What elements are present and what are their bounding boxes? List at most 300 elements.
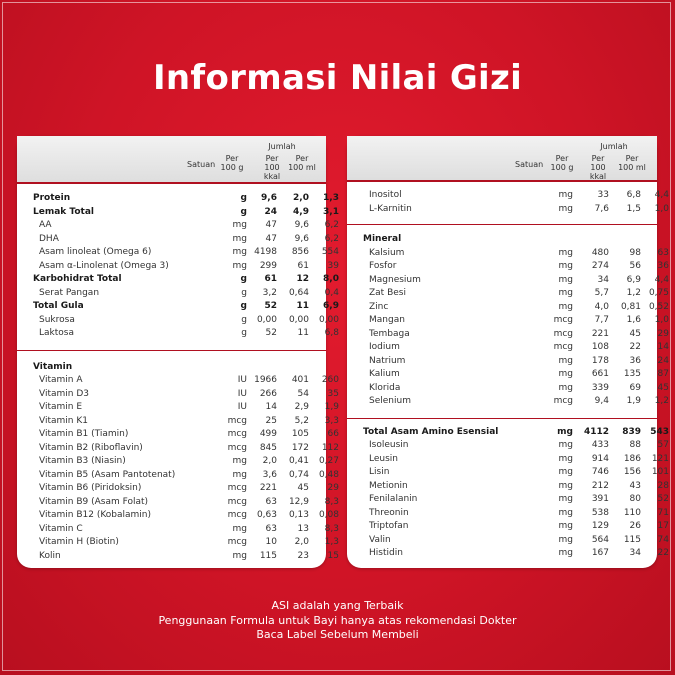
per-100kkal-cell: 6,8 (626, 190, 641, 200)
unit-cell: mg (558, 440, 573, 450)
per-100kkal-cell: 54 (297, 388, 309, 399)
per-100ml-cell: 15 (327, 550, 339, 561)
nutrient-name: Mineral (363, 234, 402, 244)
per-100ml-cell: 112 (321, 442, 339, 453)
unit-cell: mcg (227, 496, 247, 507)
per-100ml-cell: 24 (657, 355, 669, 366)
per-100kkal-cell: 0,00 (288, 314, 309, 325)
table-row (363, 260, 669, 274)
per-100ml-cell: 8,3 (324, 496, 339, 507)
unit-cell: mcg (227, 483, 247, 493)
nutrient-name: DHA (39, 233, 59, 244)
section-heading (33, 361, 326, 375)
per-100kkal-cell: 26 (629, 521, 641, 531)
table-row (363, 395, 669, 409)
table-row (363, 480, 669, 494)
nutrient-name: Asam α-Linolenat (Omega 3) (39, 260, 169, 271)
per-100ml-cell: 1,2 (654, 396, 669, 406)
table-row (33, 233, 339, 247)
unit-cell: mcg (553, 328, 573, 339)
table-row (33, 327, 339, 341)
table-body (347, 182, 669, 567)
per-100kkal-cell: 11 (297, 328, 309, 338)
section-heading (363, 233, 657, 247)
per-100g-cell: 61 (264, 274, 277, 284)
unit-cell: g (240, 193, 247, 203)
table-row (33, 401, 339, 415)
header-satuan: Satuan (187, 160, 216, 169)
per-100g-cell: 25 (265, 415, 277, 426)
unit-cell: mg (558, 507, 573, 518)
per-100kkal-cell: 12,9 (288, 496, 309, 507)
per-100ml-cell: 71 (657, 507, 669, 518)
per-100ml-cell: 4,4 (654, 190, 669, 200)
table-row (33, 509, 339, 523)
per-100g-cell: 4,0 (594, 301, 609, 312)
nutrient-name: Threonin (369, 507, 409, 518)
per-100kkal-cell: 0,64 (288, 287, 309, 298)
nutrient-name: Iodium (369, 342, 400, 352)
per-100ml-cell: 121 (651, 453, 669, 464)
unit-cell: mg (558, 369, 573, 379)
unit-cell: mg (558, 274, 573, 285)
per-100ml-cell: 1,0 (654, 203, 669, 214)
per-100ml-cell: 45 (657, 382, 669, 393)
disclaimer (0, 599, 675, 643)
per-100g-cell: 1966 (254, 375, 277, 385)
nutrient-name: Vitamin D3 (39, 388, 89, 399)
per-100g-cell: 14 (265, 402, 277, 412)
unit-cell: mg (558, 453, 573, 464)
unit-cell: mcg (553, 315, 573, 325)
unit-cell: mg (558, 355, 573, 366)
nutrient-name: Mangan (369, 315, 405, 325)
per-100kkal-cell: 110 (623, 507, 641, 518)
table-section (17, 184, 339, 351)
table-row (363, 189, 669, 203)
per-100g-cell: 299 (259, 260, 277, 271)
per-100ml-cell: 1,9 (324, 402, 339, 412)
nutrient-name: Tembaga (369, 328, 410, 339)
unit-cell: mcg (227, 442, 247, 453)
per-100kkal-cell: 45 (629, 328, 641, 339)
table-row (33, 260, 339, 274)
unit-cell: mcg (553, 396, 573, 406)
per-100kkal-cell: 11 (296, 301, 309, 311)
per-100g-cell: 52 (264, 301, 277, 311)
nutrient-name: Metionin (369, 480, 408, 491)
nutrient-name: Lemak Total (33, 206, 94, 217)
unit-cell: mg (558, 494, 573, 504)
per-100ml-cell: 101 (651, 467, 669, 477)
nutrient-name: Fosfor (369, 261, 397, 271)
table-row (33, 523, 339, 537)
per-100ml-cell: 0,52 (648, 301, 669, 312)
table-row (363, 507, 669, 521)
nutrient-name: Zinc (369, 301, 389, 312)
unit-cell: mg (558, 534, 573, 545)
unit-cell: IU (237, 402, 247, 412)
per-100kkal-cell: 12 (296, 274, 309, 284)
unit-cell: mg (232, 220, 247, 230)
per-100g-cell: 221 (591, 328, 609, 339)
table-row (33, 469, 339, 483)
per-100g-cell: 0,63 (256, 510, 277, 520)
nutrient-name: Vitamin B9 (Asam Folat) (39, 496, 149, 507)
per-100kkal-cell: 88 (629, 440, 641, 450)
table-row (33, 455, 339, 469)
per-100kkal-cell: 34 (629, 548, 641, 558)
per-100g-cell: 538 (591, 507, 609, 518)
per-100g-cell: 5,7 (594, 288, 609, 298)
nutrient-name: Magnesium (369, 274, 421, 285)
per-100ml-cell: 87 (657, 369, 669, 379)
per-100kkal-cell: 43 (629, 480, 641, 491)
nutrient-name: Klorida (369, 382, 401, 393)
nutrient-name: Leusin (369, 453, 398, 464)
per-100g-cell: 115 (259, 550, 277, 561)
per-100kkal-cell: 22 (629, 342, 641, 352)
nutrient-name: Kolin (39, 550, 61, 561)
nutrient-name: Isoleusin (369, 440, 409, 450)
per-100g-cell: 2,0 (262, 456, 277, 466)
per-100ml-cell: 260 (321, 375, 339, 385)
unit-cell: mcg (227, 537, 247, 547)
unit-cell: mg (232, 247, 247, 257)
header-jumlah: Jumlah (268, 142, 296, 151)
header-per-100g: Per 100 g (550, 154, 574, 172)
per-100kkal-cell: 9,6 (294, 233, 309, 244)
nutrient-name: Kalsium (369, 247, 405, 258)
table-row (33, 246, 339, 260)
table-row (33, 300, 339, 314)
per-100kkal-cell: 135 (623, 369, 641, 379)
header-satuan: Satuan (515, 160, 544, 169)
table-row (363, 439, 669, 453)
per-100g-cell: 391 (591, 494, 609, 504)
per-100g-cell: 9,4 (594, 396, 609, 406)
unit-cell: mg (232, 233, 247, 244)
nutrient-name: Sukrosa (39, 314, 75, 325)
per-100g-cell: 52 (265, 328, 277, 338)
per-100kkal-cell: 80 (629, 494, 641, 504)
nutrient-name: Kalium (369, 369, 400, 379)
per-100ml-cell: 14 (657, 342, 669, 352)
nutrient-name: Fenilalanin (369, 494, 418, 504)
per-100kkal-cell: 56 (629, 261, 641, 271)
per-100kkal-cell: 13 (297, 523, 309, 534)
table-row (363, 203, 669, 217)
per-100g-cell: 108 (591, 342, 609, 352)
table-section (347, 225, 669, 419)
per-100kkal-cell: 36 (629, 355, 641, 366)
per-100kkal-cell: 0,74 (288, 469, 309, 480)
nutrient-name: Selenium (369, 396, 411, 406)
table-row (363, 453, 669, 467)
table-row (363, 247, 669, 261)
per-100ml-cell: 1,3 (324, 537, 339, 547)
per-100g-cell: 167 (591, 548, 609, 558)
per-100g-cell: 274 (591, 261, 609, 271)
per-100g-cell: 34 (597, 274, 609, 285)
per-100ml-cell: 74 (657, 534, 669, 545)
per-100g-cell: 47 (265, 220, 277, 230)
per-100kkal-cell: 61 (297, 260, 309, 271)
nutrient-name: Lisin (369, 467, 390, 477)
unit-cell: mg (558, 301, 573, 312)
table-row (363, 328, 669, 342)
header-per-100kkal: Per 100 kkal (263, 154, 281, 181)
nutrient-name: Histidin (369, 548, 403, 558)
per-100kkal-cell: 156 (623, 467, 641, 477)
per-100kkal-cell: 105 (291, 429, 309, 439)
table-row (363, 466, 669, 480)
nutrient-name: Vitamin B6 (Piridoksin) (39, 483, 142, 493)
disclaimer-line: Penggunaan Formula untuk Bayi hanya atas rekomendasi Dokter (158, 613, 517, 627)
per-100ml-cell: 0,4 (324, 287, 339, 298)
table-section (17, 351, 339, 570)
per-100kkal-cell: 2,0 (294, 537, 309, 547)
per-100ml-cell: 6,8 (324, 328, 339, 338)
per-100kkal-cell: 186 (623, 453, 641, 464)
table-header (347, 136, 657, 182)
table-row (33, 374, 339, 388)
nutrient-name: Protein (33, 193, 71, 203)
table-row (33, 550, 339, 564)
table-row (33, 388, 339, 402)
nutrient-name: Vitamin (33, 361, 73, 372)
per-100g-cell: 4198 (254, 247, 277, 257)
per-100ml-cell: 0,00 (318, 314, 339, 325)
per-100ml-cell: 0,08 (318, 510, 339, 520)
table-row (33, 192, 339, 206)
per-100ml-cell: 35 (327, 388, 339, 399)
nutrient-name: Vitamin B1 (Tiamin) (39, 429, 129, 439)
per-100g-cell: 221 (259, 483, 277, 493)
per-100ml-cell: 28 (657, 480, 669, 491)
table-row (33, 415, 339, 429)
per-100ml-cell: 22 (657, 548, 669, 558)
table-row (363, 382, 669, 396)
per-100ml-cell: 17 (657, 521, 669, 531)
table-row (363, 355, 669, 369)
table-row (33, 496, 339, 510)
nutrient-name: Vitamin H (Biotin) (39, 537, 119, 547)
table-row (33, 482, 339, 496)
unit-cell: g (241, 287, 247, 298)
nutrition-table-right (347, 136, 669, 568)
table-body (17, 184, 339, 569)
per-100ml-cell: 6,2 (324, 233, 339, 244)
per-100ml-cell: 63 (657, 247, 669, 258)
unit-cell: mcg (553, 342, 573, 352)
unit-cell: mg (558, 190, 573, 200)
per-100g-cell: 129 (591, 521, 609, 531)
per-100kkal-cell: 172 (291, 442, 309, 453)
table-row (33, 287, 339, 301)
table-row (33, 314, 339, 328)
per-100g-cell: 845 (259, 442, 277, 453)
per-100g-cell: 3,6 (262, 469, 277, 480)
per-100g-cell: 33 (597, 190, 609, 200)
unit-cell: mg (557, 426, 573, 437)
table-row (363, 534, 669, 548)
table-section (347, 419, 669, 567)
per-100kkal-cell: 1,6 (626, 315, 641, 325)
per-100ml-cell: 543 (650, 426, 669, 437)
table-row (363, 426, 669, 440)
per-100g-cell: 63 (265, 523, 277, 534)
unit-cell: mg (558, 247, 573, 258)
disclaimer-line: ASI adalah yang Terbaik (271, 599, 404, 612)
table-row (363, 287, 669, 301)
per-100kkal-cell: 2,0 (293, 193, 309, 203)
unit-cell: mg (558, 467, 573, 477)
unit-cell: mg (232, 456, 247, 466)
nutrient-name: Vitamin K1 (39, 415, 88, 426)
table-row (33, 536, 339, 550)
unit-cell: IU (237, 375, 247, 385)
per-100kkal-cell: 0,81 (620, 301, 641, 312)
per-100kkal-cell: 1,2 (626, 288, 641, 298)
per-100ml-cell: 0,75 (648, 288, 669, 298)
nutrient-name: Vitamin B3 (Niasin) (39, 456, 126, 466)
per-100ml-cell: 29 (327, 483, 339, 493)
per-100g-cell: 7,6 (594, 203, 609, 214)
unit-cell: mg (558, 288, 573, 298)
per-100ml-cell: 1,3 (323, 193, 339, 203)
per-100g-cell: 914 (591, 453, 609, 464)
table-row (33, 206, 339, 220)
per-100g-cell: 4112 (583, 426, 609, 437)
unit-cell: mg (558, 548, 573, 558)
per-100g-cell: 47 (265, 233, 277, 244)
per-100kkal-cell: 4,9 (293, 206, 309, 217)
per-100g-cell: 63 (265, 496, 277, 507)
table-row (33, 219, 339, 233)
unit-cell: g (241, 328, 247, 338)
unit-cell: g (240, 301, 247, 311)
per-100ml-cell: 3,3 (324, 415, 339, 426)
per-100g-cell: 564 (591, 534, 609, 545)
per-100ml-cell: 554 (321, 247, 339, 257)
nutrient-name: Vitamin B5 (Asam Pantotenat) (39, 469, 176, 480)
table-row (33, 428, 339, 442)
unit-cell: mg (232, 260, 247, 271)
per-100g-cell: 3,2 (262, 287, 277, 298)
nutrient-name: Karbohidrat Total (33, 274, 122, 284)
per-100g-cell: 10 (265, 537, 277, 547)
per-100ml-cell: 0,48 (318, 469, 339, 480)
per-100ml-cell: 6,2 (324, 220, 339, 230)
nutrient-name: Total Gula (33, 301, 84, 311)
nutrient-name: Asam linoleat (Omega 6) (39, 247, 152, 257)
table-header (17, 136, 326, 184)
per-100g-cell: 339 (591, 382, 609, 393)
nutrient-name: Vitamin A (39, 375, 83, 385)
per-100kkal-cell: 856 (291, 247, 309, 257)
nutrient-name: L-Karnitin (369, 203, 412, 214)
unit-cell: mg (558, 261, 573, 271)
nutrition-table-left (17, 136, 339, 568)
table-row (363, 520, 669, 534)
unit-cell: g (240, 206, 247, 217)
per-100kkal-cell: 401 (291, 375, 309, 385)
header-per-100g: Per 100 g (220, 154, 244, 172)
unit-cell: g (240, 274, 247, 284)
table-section (347, 182, 669, 225)
per-100ml-cell: 4,4 (654, 274, 669, 285)
table-row (363, 341, 669, 355)
per-100g-cell: 9,6 (261, 193, 277, 203)
per-100ml-cell: 52 (657, 494, 669, 504)
per-100g-cell: 212 (591, 480, 609, 491)
page-title: Informasi Nilai Gizi (152, 58, 523, 98)
per-100kkal-cell: 839 (622, 426, 641, 437)
per-100ml-cell: 29 (657, 328, 669, 339)
nutrient-name: Serat Pangan (39, 287, 100, 298)
nutrient-name: Laktosa (39, 328, 74, 338)
unit-cell: mg (558, 521, 573, 531)
table-row (363, 368, 669, 382)
per-100ml-cell: 0,27 (318, 456, 339, 466)
per-100ml-cell: 8,3 (324, 523, 339, 534)
per-100ml-cell: 57 (657, 440, 669, 450)
unit-cell: IU (237, 388, 247, 399)
unit-cell: mg (558, 480, 573, 491)
per-100ml-cell: 6,9 (323, 301, 339, 311)
table-row (363, 547, 669, 561)
per-100kkal-cell: 2,9 (294, 402, 309, 412)
unit-cell: mcg (227, 510, 247, 520)
unit-cell: mcg (227, 429, 247, 439)
per-100g-cell: 746 (591, 467, 609, 477)
per-100g-cell: 480 (591, 247, 609, 258)
disclaimer-line: Baca Label Sebelum Membeli (256, 628, 419, 641)
per-100kkal-cell: 69 (629, 382, 641, 393)
nutrient-name: Natrium (369, 355, 406, 366)
per-100ml-cell: 1,0 (654, 315, 669, 325)
per-100ml-cell: 36 (657, 261, 669, 271)
unit-cell: mcg (227, 415, 247, 426)
per-100g-cell: 178 (591, 355, 609, 366)
table-row (363, 314, 669, 328)
unit-cell: mg (558, 382, 573, 393)
nutrient-name: Valin (369, 534, 391, 545)
per-100ml-cell: 3,1 (323, 206, 339, 217)
unit-cell: mg (232, 523, 247, 534)
per-100kkal-cell: 0,41 (288, 456, 309, 466)
table-row (363, 493, 669, 507)
unit-cell: g (241, 314, 247, 325)
table-row (33, 273, 339, 287)
nutrient-name: AA (39, 220, 52, 230)
nutrient-name: Vitamin E (39, 402, 83, 412)
per-100kkal-cell: 6,9 (626, 274, 641, 285)
per-100g-cell: 266 (259, 388, 277, 399)
per-100kkal-cell: 115 (623, 534, 641, 545)
per-100g-cell: 0,00 (256, 314, 277, 325)
unit-cell: mg (558, 203, 573, 214)
header-per-100kkal: Per 100 kkal (589, 154, 607, 181)
per-100kkal-cell: 0,13 (288, 510, 309, 520)
unit-cell: mg (232, 550, 247, 561)
header-jumlah: Jumlah (600, 142, 628, 151)
table-row (363, 274, 669, 288)
per-100kkal-cell: 1,5 (626, 203, 641, 214)
per-100kkal-cell: 1,9 (626, 396, 641, 406)
table-row (363, 301, 669, 315)
